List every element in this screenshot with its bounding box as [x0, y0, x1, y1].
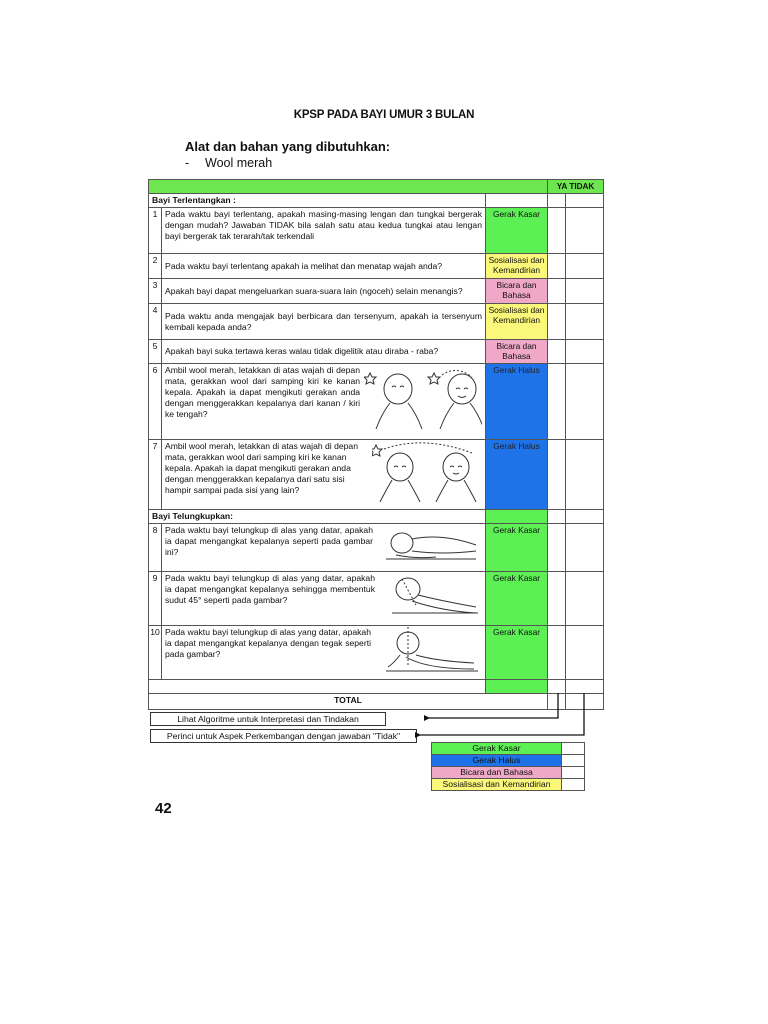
- section-label-prone: Bayi Telungkupkan:: [149, 510, 486, 524]
- page-number: 42: [155, 800, 172, 817]
- page-title: KPSP PADA BAYI UMUR 3 BULAN: [293, 109, 475, 121]
- row-category: Sosialisasi dan Kemandirian: [486, 254, 548, 279]
- row-number: 10: [149, 626, 162, 680]
- row-number: 8: [149, 524, 162, 572]
- row-question: Pada waktu bayi telungkup di alas yang datar, apakah ia dapat mengangkat kepalanya sehingga membentuk sudut 45° seperti pada gambar?: [165, 573, 375, 605]
- row-category: Gerak Kasar: [486, 524, 548, 572]
- row-category: Sosialisasi dan Kemandirian: [486, 304, 548, 340]
- header-tidak: TIDAK: [569, 182, 595, 191]
- tools-heading: Alat dan bahan yang dibutuhkan:: [185, 139, 391, 154]
- row-category: Gerak Kasar: [486, 626, 548, 680]
- total-label: TOTAL: [149, 694, 548, 710]
- perinci-reference: Perinci untuk Aspek Perkembangan dengan jawaban "Tidak": [150, 729, 417, 743]
- row-question: Pada waktu anda mengajak bayi berbicara dan tersenyum, apakah ia tersenyum kembali kepada anda?: [162, 304, 486, 340]
- row-question: Apakah bayi suka tertawa keras walau tidak digelitik atau diraba - raba?: [162, 340, 486, 364]
- row-number: 7: [149, 440, 162, 510]
- legend-answer-box[interactable]: [562, 767, 585, 779]
- row-question: Pada waktu bayi terlentang, apakah masing-masing lengan dan tungkai bergerak dengan mudah? Jawaban TIDAK bila salah satu atau kedua tungkai atau lengan bayi bergerak tak terarah/tak terkendali: [162, 208, 486, 254]
- row-number: 1: [149, 208, 162, 254]
- legend-swatch-label: Sosialisasi dan Kemandirian: [432, 779, 562, 791]
- tools-item-dash: -: [185, 156, 190, 170]
- row-number: 9: [149, 572, 162, 626]
- legend-row: [432, 743, 585, 755]
- legend-swatch-label: Gerak Halus: [432, 755, 562, 767]
- legend-row: [432, 767, 585, 779]
- row-number: 6: [149, 364, 162, 440]
- header-ya: YA: [556, 182, 568, 191]
- legend-swatch-label: Bicara dan Bahasa: [432, 767, 562, 779]
- row-category: Gerak Halus: [486, 364, 548, 440]
- legend-answer-box[interactable]: [562, 755, 585, 767]
- row-question: Pada waktu bayi telungkup di alas yang datar, apakah ia dapat mengangkat kepalanya seperti pada gambar ini?: [165, 525, 373, 557]
- legend-row: [432, 755, 585, 767]
- domain-legend: [431, 742, 585, 791]
- tools-item-text: Wool merah: [205, 156, 273, 170]
- legend-answer-box[interactable]: [562, 743, 585, 755]
- algoritme-reference: Lihat Algoritme untuk Interpretasi dan Tindakan: [150, 712, 386, 726]
- legend-row: [432, 779, 585, 791]
- legend-swatch-label: Gerak Kasar: [432, 743, 562, 755]
- row-question: Pada waktu bayi telungkup di alas yang datar, apakah ia dapat mengangkat kepalanya dengan tegak seperti pada gambar?: [165, 627, 371, 659]
- row-category: Gerak Halus: [486, 440, 548, 510]
- row-question: Pada waktu bayi terlentang apakah ia melihat dan menatap wajah anda?: [162, 254, 486, 279]
- row-category: Bicara dan Bahasa: [486, 279, 548, 304]
- section-label-supine: Bayi Terlentangkan :: [149, 194, 486, 208]
- row-category: Gerak Kasar: [486, 208, 548, 254]
- row-category: Bicara dan Bahasa: [486, 340, 548, 364]
- row-question: Ambil wool merah, letakkan di atas wajah di depan mata, gerakkan wool dari samping kiri ke kanan kepala. Apakah ia dapat mengikuti gerakan anda dengan menggerakkan kepalanya dari satu sisi hampir sampai pada sisi yang lain?: [165, 441, 358, 495]
- row-number: 5: [149, 340, 162, 364]
- row-number: 4: [149, 304, 162, 340]
- row-question: Apakah bayi dapat mengeluarkan suara-suara lain (ngoceh) selain menangis?: [162, 279, 486, 304]
- legend-answer-box[interactable]: [562, 779, 585, 791]
- row-number: 2: [149, 254, 162, 279]
- row-category: Gerak Kasar: [486, 572, 548, 626]
- row-question: Ambil wool merah, letakkan di atas wajah di depan mata, gerakkan wool dari samping kiri ke kanan kepala. Apakah ia dapat mengikuti gerakan anda dengan menggerakkan kepalanya dari kanan / kiri ke tengah?: [165, 365, 360, 419]
- row-number: 3: [149, 279, 162, 304]
